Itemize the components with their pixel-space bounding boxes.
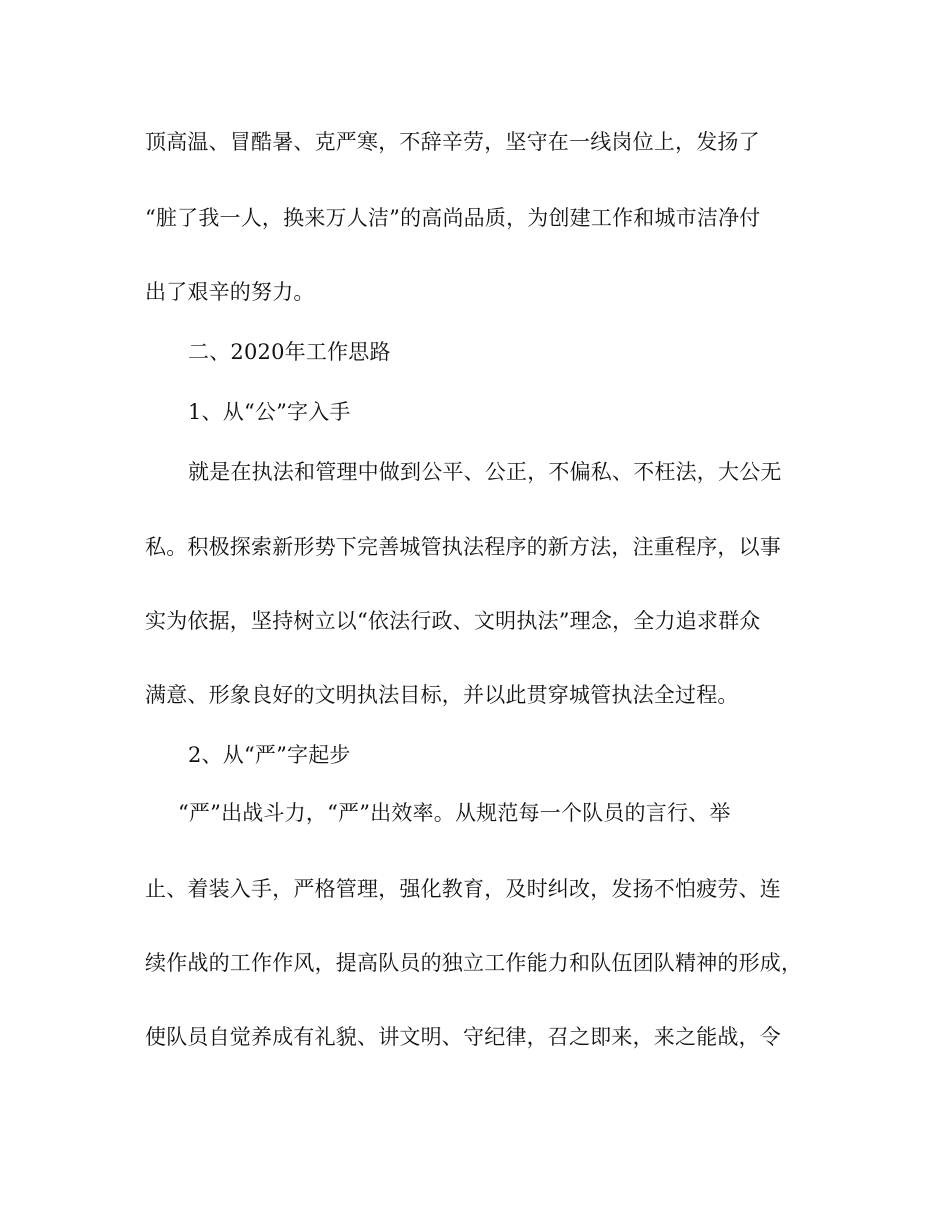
paragraph-line: 满意、形象良好的文明执法目标，并以此贯穿城管执法全过程。: [145, 683, 739, 707]
paragraph-line: 私。积极探索新形势下完善城管执法程序的新方法，注重程序，以事: [145, 535, 781, 559]
paragraph-line: 出了艰辛的努力。: [145, 280, 315, 304]
paragraph-line: 止、着装入手，严格管理，强化教育，及时纠改，发扬不怕疲劳、连: [145, 877, 781, 901]
paragraph-line: 实为依据，坚持树立以“依法行政、文明执法”理念，全力追求群众: [145, 609, 761, 633]
paragraph-line: 使队员自觉养成有礼貌、讲文明、守纪律，召之即来，来之能战，令: [145, 1025, 781, 1049]
section-heading: 二、2020年工作思路: [188, 340, 391, 364]
paragraph-line: “严”出战斗力，“严”出效率。从规范每一个队员的言行、举: [178, 801, 731, 825]
subsection-heading: 2、从“严”字起步: [188, 743, 351, 767]
paragraph-line: “脏了我一人，换来万人洁”的高尚品质，为创建工作和城市洁净付: [145, 206, 761, 230]
paragraph-line: 就是在执法和管理中做到公平、公正，不偏私、不枉法，大公无: [188, 460, 782, 484]
paragraph-line: 续作战的工作作风，提高队员的独立工作能力和队伍团队精神的形成，: [145, 951, 803, 975]
subsection-heading: 1、从“公”字入手: [188, 400, 351, 424]
paragraph-line: 顶高温、冒酷暑、克严寒，不辞辛劳，坚守在一线岗位上，发扬了: [145, 130, 760, 154]
